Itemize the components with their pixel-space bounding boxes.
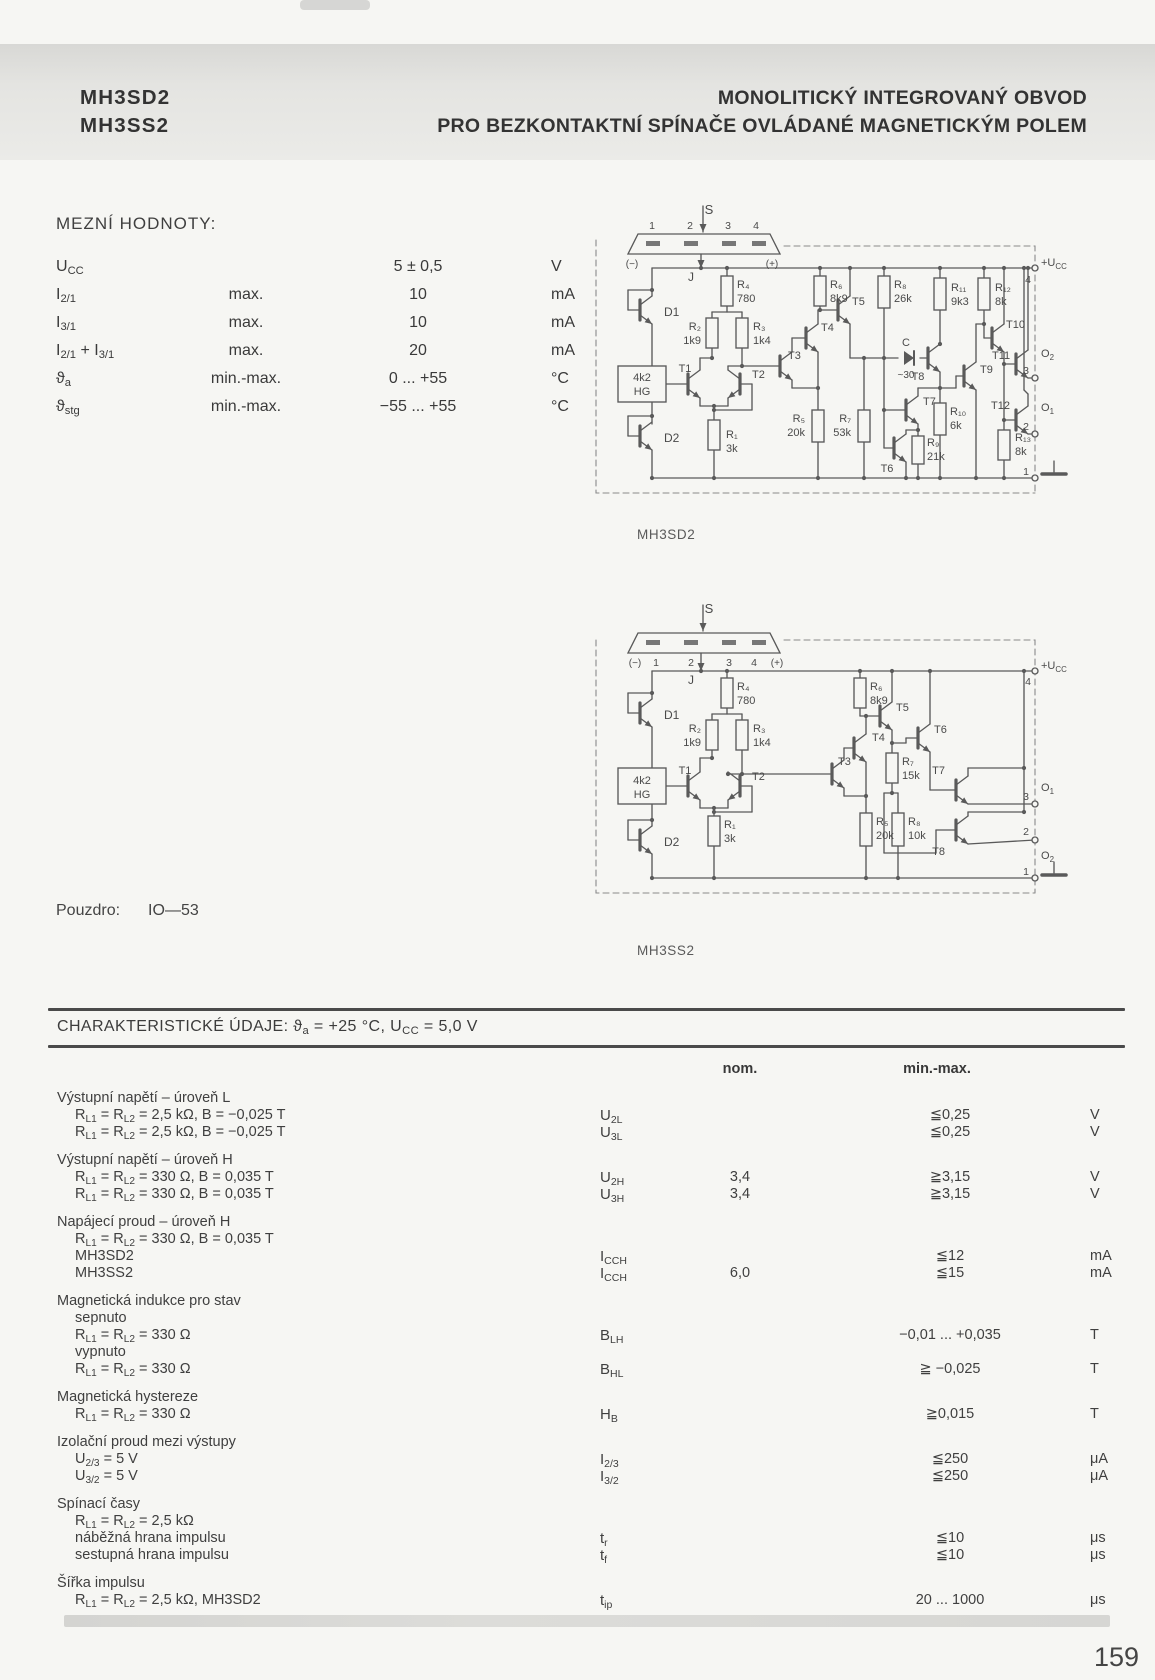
char-unit: mA: [1090, 1265, 1112, 1281]
char-group-title: [50, 1293, 1127, 1310]
schematic-label: T8: [932, 846, 945, 858]
package-line: [56, 902, 199, 920]
char-unit: T: [1090, 1406, 1099, 1422]
char-condition: $R_{L1} = R_{L2} = 2,5$ kΩ: [75, 1513, 194, 1531]
schematic-label: HG: [633, 386, 651, 398]
group-title-text: Magnetická indukce pro stav: [57, 1293, 241, 1309]
group-title-text: Magnetická hystereze: [57, 1389, 199, 1405]
schematic-label: T1: [678, 765, 692, 777]
schematic-label: S: [704, 202, 714, 217]
schematic-label: T7: [923, 396, 936, 408]
schematic-label: T4: [821, 322, 834, 334]
char-unit: μs: [1090, 1592, 1106, 1608]
limit-value: 5 ± 0,5: [393, 258, 443, 275]
schematic-label: 3: [1023, 365, 1029, 377]
schematic-label: T5: [852, 296, 865, 308]
char-nominal: 6,0: [729, 1265, 751, 1281]
schematic-label: R₁: [726, 429, 738, 441]
char-minmax: ≦250: [931, 1468, 969, 1484]
char-symbol: $t_{ip}$: [600, 1592, 613, 1611]
schematic-label: (+): [770, 658, 784, 669]
schematic-label: 3: [1023, 791, 1029, 803]
schematic-label: 3: [726, 657, 732, 669]
limit-symbol: $U_{CC}$: [56, 258, 84, 277]
title-line-1: MONOLITICKÝ INTEGROVANÝ OBVOD: [717, 87, 1087, 109]
schematic-label: $O_1$: [1041, 782, 1054, 796]
schematic-label: D2: [664, 835, 680, 849]
limit-row: [56, 258, 601, 278]
char-minmax: ≧0,015: [925, 1406, 975, 1422]
schematic-label: 780: [737, 293, 756, 305]
mh3ss2-schematic: [588, 578, 1088, 912]
part-numbers: [80, 84, 170, 140]
diagram1-caption: MH3SD2: [637, 527, 696, 542]
part-number-1: MH3SD2: [80, 86, 171, 109]
schematic-label: (+): [765, 259, 779, 270]
limit-symbol: $ϑ_a$: [56, 370, 71, 389]
schematic-label: 2: [687, 220, 693, 232]
limit-value: 20: [409, 342, 427, 359]
schematic-label: 21k: [927, 451, 945, 463]
schematic-label: 4k2: [633, 372, 651, 384]
schematic-label: 1k4: [753, 737, 771, 749]
schematic-label: 15k: [902, 770, 920, 782]
schematic-label: R₆: [830, 279, 843, 291]
schematic-label: R₇: [902, 756, 914, 768]
schematic-label: D1: [664, 305, 680, 319]
schematic-label: 780: [737, 695, 756, 707]
schematic-label: 2: [688, 657, 694, 669]
schematic-label: $+U_{CC}$: [1041, 257, 1067, 271]
schematic-label: 9k3: [951, 296, 969, 308]
char-condition: $R_{L1} = R_{L2} = 330$ Ω: [75, 1361, 191, 1379]
schematic-label: R₇: [839, 413, 851, 425]
char-row: [50, 1406, 1127, 1423]
char-symbol: $U_{3L}$: [600, 1124, 623, 1143]
char-group-title: [50, 1389, 1127, 1406]
schematic-label: 4: [1025, 274, 1031, 286]
char-symbol: $U_{3H}$: [600, 1186, 625, 1205]
schematic-label: HG: [633, 789, 651, 801]
schematic-label: R₅: [876, 816, 889, 828]
char-row: [50, 1248, 1127, 1265]
char-row: [50, 1530, 1127, 1547]
title-line-2: PRO BEZKONTAKTNÍ SPÍNAČE OVLÁDANÉ MAGNETICKÝM POLEM: [437, 115, 1087, 137]
char-unit: μs: [1090, 1547, 1106, 1563]
schematic-label: T6: [880, 463, 894, 475]
schematic-label: R₃: [753, 723, 766, 735]
char-row: [50, 1327, 1127, 1344]
char-row: [50, 1344, 1127, 1361]
schematic-label: (−): [628, 658, 642, 669]
limit-unit: °C: [551, 370, 569, 387]
characteristics-title: CHARAKTERISTICKÉ ÚDAJE: $ϑ_a = +25$ °C, $U_{CC} = 5,0$ V: [57, 1018, 478, 1037]
schematic-label: R₂: [688, 321, 701, 333]
limit-row: [56, 286, 601, 306]
schematic-label: D1: [664, 708, 680, 722]
char-condition: $U_{3/2} = 5$ V: [75, 1468, 138, 1486]
limit-row: [56, 314, 601, 334]
schematic-label: R₂: [688, 723, 701, 735]
char-group-title: [50, 1575, 1127, 1592]
schematic-label: R₅: [792, 413, 805, 425]
char-symbol: $B_{LH}$: [600, 1327, 624, 1346]
char-condition: $R_{L1} = R_{L2} = 330$ Ω: [75, 1406, 191, 1424]
group-title-text: Šířka impulsu: [57, 1575, 145, 1591]
limit-condition: min.-max.: [210, 370, 282, 387]
group-title-text: Výstupní napětí – úroveň L: [57, 1090, 231, 1106]
schematic-label: T2: [752, 771, 765, 783]
page-number: 159: [1093, 1642, 1139, 1672]
char-row: [50, 1451, 1127, 1468]
schematic-label: 4: [753, 220, 759, 232]
mh3sd2-schematic: [588, 198, 1088, 512]
schematic-label: R₈: [894, 279, 907, 291]
schematic-label: T9: [980, 364, 993, 376]
schematic-label: 3: [725, 220, 731, 232]
char-condition: $R_{L1} = R_{L2} = 2,5$ kΩ, B = −0,025 T: [75, 1107, 286, 1125]
char-minmax: ≦0,25: [929, 1124, 971, 1140]
limit-unit: V: [551, 258, 562, 275]
schematic-label: T3: [788, 350, 801, 362]
page-title: [437, 84, 1087, 140]
schematic-label: (−): [625, 259, 639, 270]
char-condition: $R_{L1} = R_{L2} = 330$ Ω, B = 0,035 T: [75, 1231, 274, 1249]
limit-row: [56, 398, 601, 418]
schematic-label: 2: [1023, 421, 1029, 433]
schematic-label: R₁₀: [950, 406, 967, 418]
char-row: [50, 1107, 1127, 1124]
char-condition: $U_{2/3} = 5$ V: [75, 1451, 138, 1469]
char-condition: náběžná hrana impulsu: [75, 1530, 226, 1546]
char-nominal: 3,4: [729, 1169, 751, 1185]
char-group-title: [50, 1152, 1127, 1169]
char-group-title: [50, 1496, 1127, 1513]
limit-symbol: $I_{2/1} + I_{3/1}$: [56, 342, 115, 361]
schematic-label: T3: [838, 756, 851, 768]
char-minmax: ≧3,15: [929, 1186, 971, 1202]
schematic-label: R₄: [737, 681, 750, 693]
char-condition: MH3SD2: [75, 1248, 134, 1264]
schematic-label: R₆: [870, 681, 883, 693]
limit-condition: max.: [228, 286, 264, 303]
schematic-label: $O_1$: [1041, 402, 1054, 416]
schematic-label: 8k: [995, 296, 1007, 308]
schematic-label: 8k9: [830, 293, 848, 305]
char-minmax: ≦15: [935, 1265, 965, 1281]
schematic-label: 8k: [1015, 446, 1027, 458]
schematic-label: $O_2$: [1041, 850, 1054, 864]
limit-row: [56, 370, 601, 390]
limit-unit: mA: [551, 286, 575, 303]
package-value: IO—53: [148, 902, 199, 919]
schematic-label: 4: [1025, 676, 1031, 688]
schematic-label: T5: [896, 702, 909, 714]
char-minmax: ≦10: [935, 1530, 965, 1546]
schematic-label: ~30: [897, 370, 915, 381]
char-unit: μs: [1090, 1530, 1106, 1546]
limit-value: 0 ... +55: [388, 370, 448, 387]
column-header-minmax: min.-max.: [903, 1061, 971, 1077]
char-unit: μA: [1090, 1468, 1109, 1484]
char-symbol: $B_{HL}$: [600, 1361, 624, 1380]
schematic-label: J: [688, 673, 694, 687]
schematic-label: T11: [992, 350, 1011, 362]
schematic-label: $O_2$: [1041, 348, 1054, 362]
char-row: [50, 1186, 1127, 1203]
group-title-text: Spínací časy: [57, 1496, 141, 1512]
char-unit: T: [1090, 1327, 1099, 1343]
scan-artifact: [300, 0, 370, 10]
schematic-label: 6k: [950, 420, 962, 432]
schematic-label: R₁: [724, 819, 736, 831]
schematic-label: 3k: [726, 443, 738, 455]
char-minmax: ≦12: [935, 1248, 965, 1264]
char-condition: $R_{L1} = R_{L2} = 330$ Ω: [75, 1327, 191, 1345]
limit-value: 10: [409, 286, 427, 303]
char-row: [50, 1361, 1127, 1378]
limit-unit: °C: [551, 398, 569, 415]
char-condition: vypnuto: [75, 1344, 126, 1360]
group-title-text: Napájecí proud – úroveň H: [57, 1214, 231, 1230]
char-symbol: $I_{CCH}$: [600, 1265, 627, 1284]
schematic-label: $+U_{CC}$: [1041, 660, 1067, 674]
limit-condition: max.: [228, 342, 264, 359]
char-group-title: [50, 1214, 1127, 1231]
char-row: [50, 1124, 1127, 1141]
schematic-label: R₁₃: [1015, 432, 1032, 444]
char-minmax: ≦0,25: [929, 1107, 971, 1123]
char-symbol: $U_{2L}$: [600, 1107, 623, 1126]
schematic-label: 2: [1023, 826, 1029, 838]
schematic-label: J: [688, 270, 694, 284]
schematic-label: 10k: [908, 830, 926, 842]
schematic-label: T4: [872, 732, 885, 744]
limits-section-title: MEZNÍ HODNOTY:: [56, 214, 217, 233]
schematic-label: 1k4: [753, 335, 771, 347]
char-row: [50, 1310, 1127, 1327]
schematic-label: 8k9: [870, 695, 888, 707]
group-title-text: Izolační proud mezi výstupy: [57, 1434, 236, 1450]
limit-symbol: $I_{3/1}$: [56, 314, 77, 333]
schematic-label: 1: [653, 657, 659, 669]
schematic-label: S: [704, 601, 714, 616]
char-group-title: [50, 1434, 1127, 1451]
schematic-label: R₉: [927, 437, 940, 449]
limit-unit: mA: [551, 342, 575, 359]
schematic-label: D2: [664, 431, 680, 445]
char-minmax: ≦250: [931, 1451, 969, 1467]
schematic-label: 20k: [787, 427, 805, 439]
schematic-label: R₃: [753, 321, 766, 333]
char-row: [50, 1513, 1127, 1530]
char-unit: V: [1090, 1107, 1100, 1123]
limit-unit: mA: [551, 314, 575, 331]
limit-value: −55 ... +55: [379, 398, 457, 415]
column-header-nom: nom.: [722, 1061, 758, 1077]
schematic-label: 1: [649, 220, 655, 232]
schematic-label: R₄: [737, 279, 750, 291]
limit-symbol: $I_{2/1}$: [56, 286, 77, 305]
char-unit: V: [1090, 1186, 1100, 1202]
char-row: [50, 1592, 1127, 1609]
schematic-label: T2: [752, 369, 765, 381]
char-row: [50, 1468, 1127, 1485]
scan-shading-band-bottom: [64, 1615, 1110, 1627]
limit-condition: min.-max.: [210, 398, 282, 415]
schematic-label: 26k: [894, 293, 912, 305]
char-minmax: −0,01 ... +0,035: [899, 1327, 1001, 1343]
char-row: [50, 1265, 1127, 1282]
schematic-label: R₁₂: [995, 282, 1011, 294]
schematic-label: C: [902, 337, 910, 349]
char-unit: mA: [1090, 1248, 1112, 1264]
schematic-label: T10: [1006, 319, 1025, 331]
char-unit: T: [1090, 1361, 1099, 1377]
limit-value: 10: [409, 314, 427, 331]
schematic-label: T6: [934, 724, 947, 736]
char-minmax: ≦10: [935, 1547, 965, 1563]
char-symbol: $t_r$: [600, 1530, 608, 1549]
char-symbol: $I_{2/3}$: [600, 1451, 619, 1470]
schematic-label: T8: [911, 371, 925, 383]
schematic-label: 4k2: [633, 775, 651, 787]
char-condition: MH3SS2: [75, 1265, 134, 1281]
char-condition: $R_{L1} = R_{L2} = 2,5$ kΩ, MH3SD2: [75, 1592, 261, 1610]
schematic-label: R₁₁: [951, 282, 967, 294]
limit-condition: max.: [228, 314, 264, 331]
diagram2-caption: MH3SS2: [637, 943, 695, 958]
table-rule-top: [48, 1008, 1125, 1011]
char-group-title: [50, 1090, 1127, 1107]
schematic-label: 4: [751, 657, 757, 669]
schematic-label: T12: [991, 400, 1010, 412]
char-minmax: 20 ... 1000: [915, 1592, 985, 1608]
limit-symbol: $ϑ_{stg}$: [56, 398, 80, 417]
schematic-label: 1k9: [683, 335, 701, 347]
schematic-label: T1: [678, 363, 692, 375]
char-condition: $R_{L1} = R_{L2} = 330$ Ω, B = 0,035 T: [75, 1186, 274, 1204]
char-symbol: $H_B$: [600, 1406, 618, 1425]
schematic-label: T7: [932, 765, 945, 777]
part-number-2: MH3SS2: [80, 114, 170, 137]
char-unit: μA: [1090, 1451, 1109, 1467]
char-condition: $R_{L1} = R_{L2} = 330$ Ω, B = 0,035 T: [75, 1169, 274, 1187]
char-symbol: $t_f$: [600, 1547, 608, 1566]
char-nominal: 3,4: [729, 1186, 751, 1202]
char-condition: sestupná hrana impulsu: [75, 1547, 229, 1563]
schematic-label: 1: [1023, 466, 1029, 478]
char-unit: V: [1090, 1169, 1100, 1185]
schematic-label: 3k: [724, 833, 736, 845]
limit-row: [56, 342, 601, 362]
schematic-label: 53k: [833, 427, 851, 439]
char-unit: V: [1090, 1124, 1100, 1140]
schematic-label: R₈: [908, 816, 921, 828]
char-minmax: ≧3,15: [929, 1169, 971, 1185]
char-symbol: $I_{CCH}$: [600, 1248, 627, 1267]
char-symbol: $I_{3/2}$: [600, 1468, 619, 1487]
char-symbol: $U_{2H}$: [600, 1169, 625, 1188]
group-title-text: Výstupní napětí – úroveň H: [57, 1152, 233, 1168]
char-row: [50, 1231, 1127, 1248]
schematic-label: 1k9: [683, 737, 701, 749]
char-row: [50, 1169, 1127, 1186]
char-row: [50, 1547, 1127, 1564]
schematic-label: 20k: [876, 830, 894, 842]
char-condition: $R_{L1} = R_{L2} = 2,5$ kΩ, B = −0,025 T: [75, 1124, 286, 1142]
char-minmax: ≧ −0,025: [919, 1361, 981, 1377]
char-condition: sepnuto: [75, 1310, 127, 1326]
schematic-label: 1: [1023, 866, 1029, 878]
table-rule-bottom: [48, 1045, 1125, 1048]
package-label: Pouzdro:: [56, 902, 121, 919]
